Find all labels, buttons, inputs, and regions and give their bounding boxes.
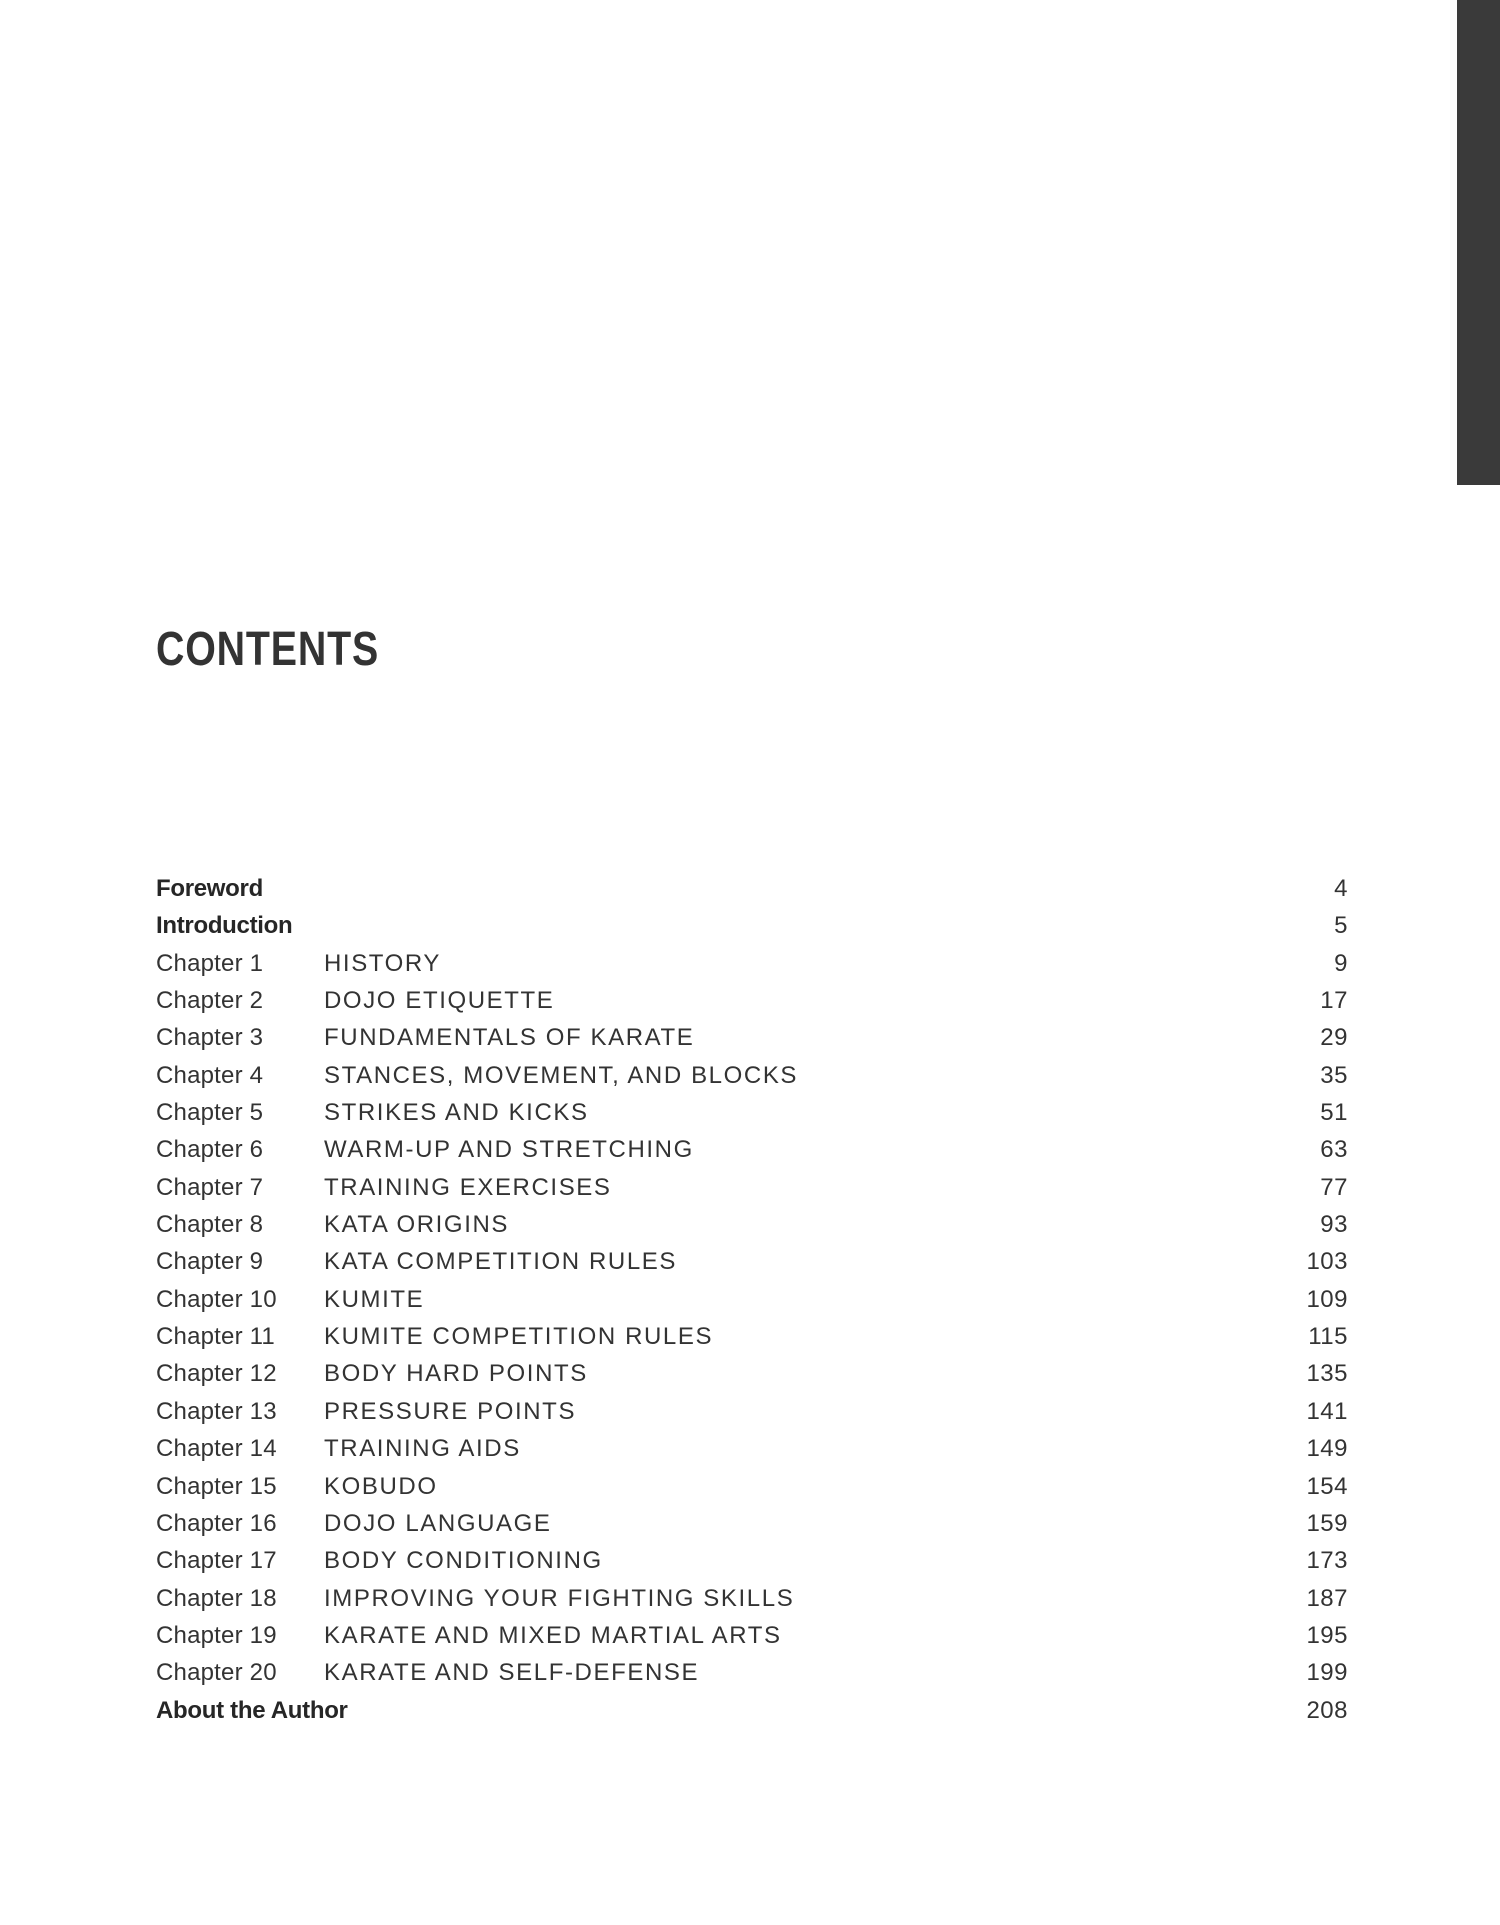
toc-page-number: 17 bbox=[1320, 987, 1348, 1015]
toc-chapter-title: KARATE AND SELF-DEFENSE bbox=[324, 1659, 700, 1687]
toc-chapter-title: WARM-UP AND STRETCHING bbox=[324, 1136, 694, 1164]
toc-entry-chapter-16[interactable] bbox=[156, 1505, 1348, 1542]
toc-entry-chapter-7[interactable] bbox=[156, 1169, 1348, 1206]
toc-page-number: 187 bbox=[1306, 1584, 1348, 1612]
toc-entry-chapter-9[interactable] bbox=[156, 1243, 1348, 1280]
toc-page-number: 115 bbox=[1308, 1323, 1348, 1351]
toc-page-number: 173 bbox=[1306, 1547, 1348, 1575]
toc-entry-introduction[interactable] bbox=[156, 907, 1348, 944]
toc-entry-chapter-12[interactable] bbox=[156, 1355, 1348, 1392]
toc-page-number: 51 bbox=[1320, 1099, 1348, 1127]
toc-page-number: 195 bbox=[1306, 1621, 1348, 1649]
toc-entry-label: Introduction bbox=[156, 912, 293, 940]
toc-chapter-number: Chapter 15 bbox=[156, 1472, 277, 1500]
toc-chapter-number: Chapter 3 bbox=[156, 1024, 264, 1052]
toc-entry-chapter-1[interactable] bbox=[156, 945, 1348, 982]
toc-page-number: 63 bbox=[1320, 1136, 1348, 1164]
toc-page-number: 141 bbox=[1306, 1397, 1348, 1425]
toc-page-number: 159 bbox=[1306, 1509, 1348, 1537]
toc-chapter-title: HISTORY bbox=[324, 949, 442, 977]
table-of-contents bbox=[156, 870, 1348, 1729]
toc-page-number: 208 bbox=[1306, 1696, 1348, 1724]
toc-entry-chapter-18[interactable] bbox=[156, 1580, 1348, 1617]
toc-page-number: 4 bbox=[1334, 875, 1348, 902]
toc-chapter-title: FUNDAMENTALS OF KARATE bbox=[324, 1024, 695, 1052]
toc-page-number: 135 bbox=[1306, 1360, 1348, 1388]
toc-page-number: 93 bbox=[1320, 1211, 1348, 1239]
toc-chapter-number: Chapter 8 bbox=[156, 1211, 264, 1239]
toc-page-number: 35 bbox=[1320, 1061, 1348, 1089]
toc-entry-chapter-17[interactable] bbox=[156, 1542, 1348, 1579]
toc-chapter-number: Chapter 20 bbox=[156, 1659, 277, 1687]
toc-entry-chapter-13[interactable] bbox=[156, 1393, 1348, 1430]
page-title: CONTENTS bbox=[156, 623, 380, 676]
toc-chapter-title: BODY CONDITIONING bbox=[324, 1547, 603, 1575]
toc-page-number: 199 bbox=[1306, 1659, 1348, 1687]
toc-entry-chapter-3[interactable] bbox=[156, 1019, 1348, 1056]
toc-entry-chapter-5[interactable] bbox=[156, 1094, 1348, 1131]
edge-thumb-tab bbox=[1457, 0, 1500, 485]
toc-page-number: 109 bbox=[1306, 1285, 1348, 1313]
toc-page-number: 103 bbox=[1306, 1248, 1348, 1276]
toc-chapter-number: Chapter 14 bbox=[156, 1435, 277, 1463]
toc-page-number: 154 bbox=[1306, 1472, 1348, 1500]
toc-entry-chapter-6[interactable] bbox=[156, 1131, 1348, 1168]
toc-entry-chapter-10[interactable] bbox=[156, 1281, 1348, 1318]
toc-entry-chapter-8[interactable] bbox=[156, 1206, 1348, 1243]
toc-entry-label: About the Author bbox=[156, 1696, 348, 1724]
toc-entry-chapter-2[interactable] bbox=[156, 982, 1348, 1019]
toc-chapter-number: Chapter 10 bbox=[156, 1285, 277, 1313]
toc-entry-chapter-19[interactable] bbox=[156, 1617, 1348, 1654]
toc-page-number: 9 bbox=[1334, 949, 1348, 977]
toc-entry-label: Foreword bbox=[156, 875, 263, 902]
toc-chapter-title: DOJO ETIQUETTE bbox=[324, 987, 555, 1015]
toc-chapter-number: Chapter 7 bbox=[156, 1173, 264, 1201]
toc-chapter-number: Chapter 17 bbox=[156, 1547, 277, 1575]
toc-chapter-number: Chapter 2 bbox=[156, 987, 264, 1015]
toc-chapter-title: KATA COMPETITION RULES bbox=[324, 1248, 678, 1276]
toc-page-number: 5 bbox=[1334, 912, 1348, 940]
toc-entry-chapter-4[interactable] bbox=[156, 1057, 1348, 1094]
toc-entry-foreword[interactable] bbox=[156, 870, 1348, 907]
toc-chapter-title: DOJO LANGUAGE bbox=[324, 1509, 552, 1537]
toc-chapter-title: PRESSURE POINTS bbox=[324, 1397, 577, 1425]
toc-chapter-title: STRIKES AND KICKS bbox=[324, 1099, 589, 1127]
toc-chapter-number: Chapter 9 bbox=[156, 1248, 264, 1276]
toc-entry-chapter-11[interactable] bbox=[156, 1318, 1348, 1355]
toc-page-number: 149 bbox=[1306, 1435, 1348, 1463]
toc-entry-chapter-20[interactable] bbox=[156, 1654, 1348, 1691]
toc-chapter-title: TRAINING AIDS bbox=[324, 1435, 521, 1463]
toc-entry-about-the-author[interactable] bbox=[156, 1692, 1348, 1729]
toc-chapter-number: Chapter 11 bbox=[156, 1323, 275, 1351]
toc-chapter-number: Chapter 16 bbox=[156, 1509, 277, 1537]
toc-chapter-title: KARATE AND MIXED MARTIAL ARTS bbox=[324, 1621, 782, 1649]
toc-chapter-number: Chapter 4 bbox=[156, 1061, 264, 1089]
toc-chapter-number: Chapter 13 bbox=[156, 1397, 277, 1425]
toc-chapter-number: Chapter 6 bbox=[156, 1136, 264, 1164]
toc-chapter-number: Chapter 18 bbox=[156, 1584, 277, 1612]
toc-chapter-title: STANCES, MOVEMENT, AND BLOCKS bbox=[324, 1061, 799, 1089]
toc-chapter-number: Chapter 12 bbox=[156, 1360, 277, 1388]
toc-chapter-title: BODY HARD POINTS bbox=[324, 1360, 588, 1388]
toc-entry-chapter-14[interactable] bbox=[156, 1430, 1348, 1467]
toc-chapter-title: KUMITE COMPETITION RULES bbox=[324, 1323, 714, 1351]
toc-chapter-title: KUMITE bbox=[324, 1285, 425, 1313]
toc-chapter-title: KOBUDO bbox=[324, 1472, 438, 1500]
toc-chapter-number: Chapter 5 bbox=[156, 1099, 264, 1127]
toc-chapter-title: KATA ORIGINS bbox=[324, 1211, 510, 1239]
toc-page-number: 29 bbox=[1320, 1024, 1348, 1052]
toc-entry-chapter-15[interactable] bbox=[156, 1468, 1348, 1505]
toc-page-number: 77 bbox=[1320, 1173, 1348, 1201]
toc-chapter-number: Chapter 1 bbox=[156, 949, 264, 977]
toc-chapter-number: Chapter 19 bbox=[156, 1621, 277, 1649]
toc-chapter-title: TRAINING EXERCISES bbox=[324, 1173, 612, 1201]
toc-chapter-title: IMPROVING YOUR FIGHTING SKILLS bbox=[324, 1584, 795, 1612]
